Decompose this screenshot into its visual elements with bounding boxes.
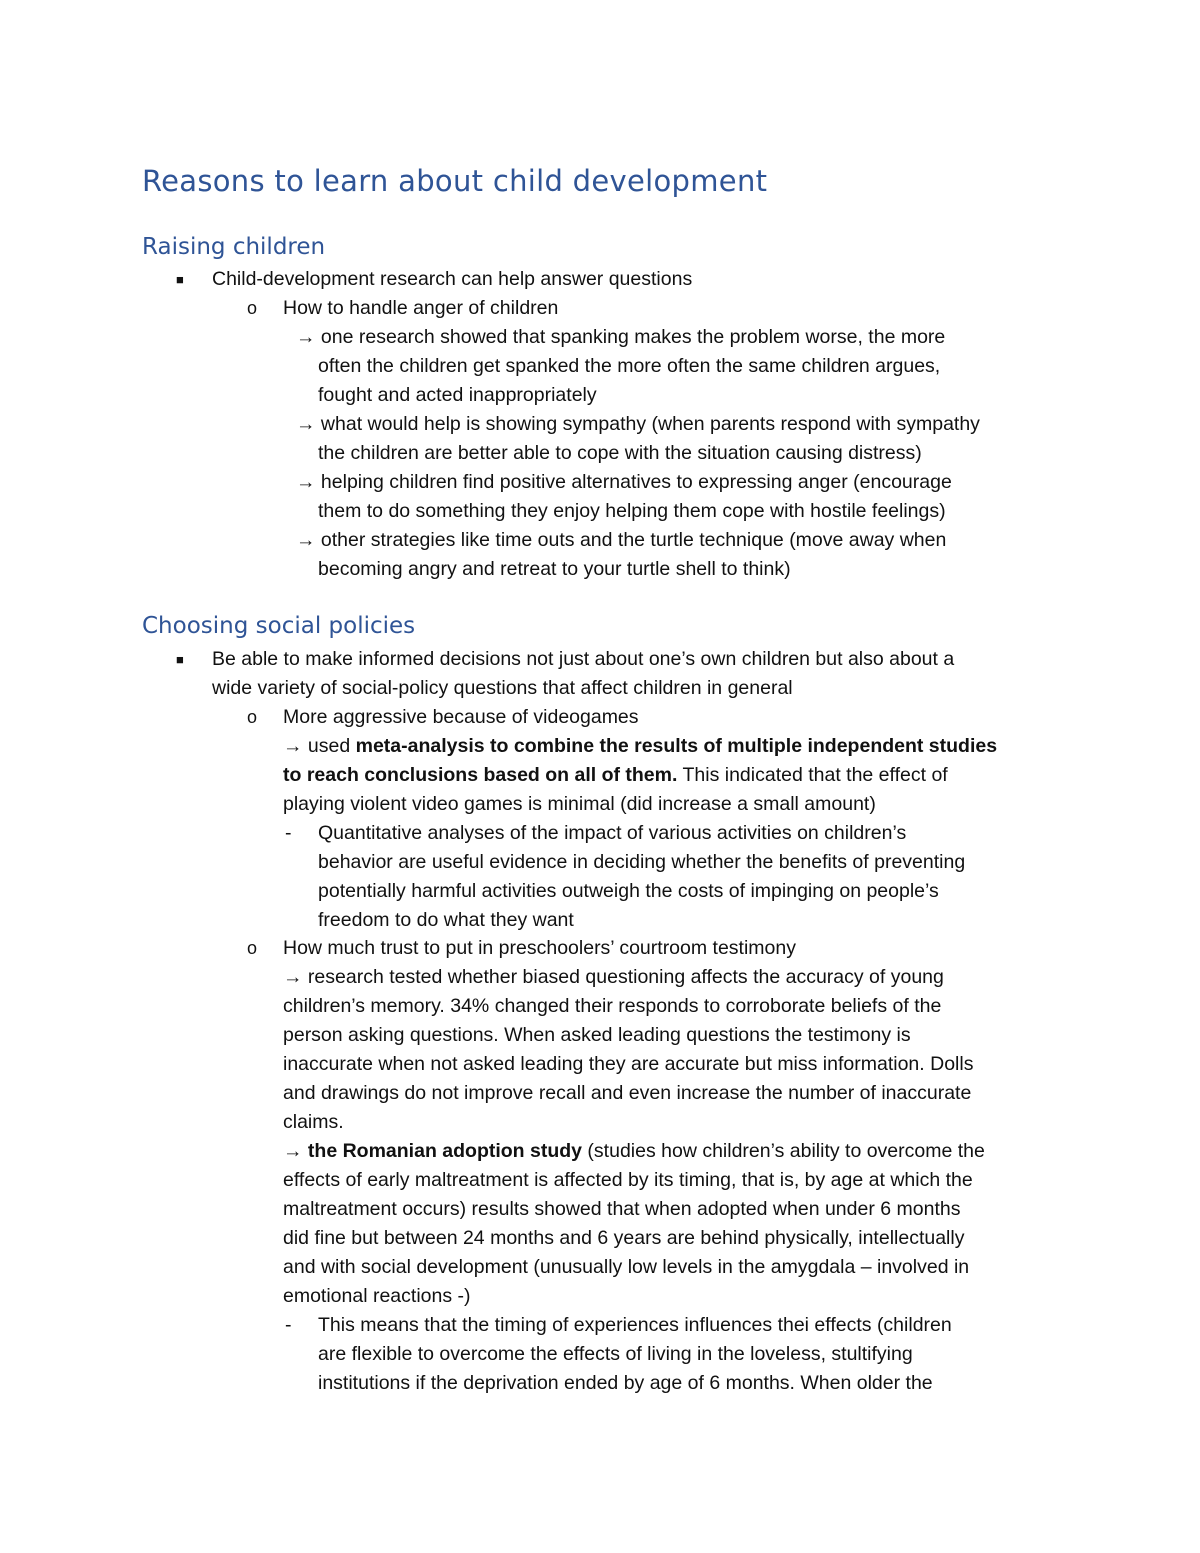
paragraph-line: Quantitative analyses of the impact of various activities on children’s [318, 822, 907, 844]
paragraph-line: claims. [283, 1111, 344, 1133]
paragraph-line: becoming angry and retreat to your turtle shell to think) [318, 558, 791, 580]
paragraph-line: emotional reactions -) [283, 1285, 471, 1307]
paragraph-line: freedom to do what they want [318, 909, 574, 931]
arrow-paragraph: → research tested whether biased questioning affects the accuracy of young [283, 966, 944, 988]
bullet-text: wide variety of social-policy questions that affect children in general [212, 677, 793, 699]
paragraph-line: to reach conclusions based on all of them. This indicated that the effect of [283, 764, 948, 786]
paragraph-line: person asking questions. When asked leading questions the testimony is [283, 1024, 911, 1046]
paragraph-line: fought and acted inappropriately [318, 384, 597, 406]
arrow-icon: → [296, 413, 316, 435]
paragraph-line: playing violent video games is minimal (did increase a small amount) [283, 793, 876, 815]
arrow-icon: → [283, 966, 303, 988]
heading-raising-children: Raising children [142, 234, 326, 260]
paragraph-line: and with social development (unusually low levels in the amygdala – involved in [283, 1256, 970, 1278]
circle-bullet-icon: o [247, 938, 258, 958]
square-bullet-icon: ■ [176, 272, 184, 287]
arrow-icon: → [296, 326, 316, 348]
paragraph-line: institutions if the deprivation ended by age of 6 months. When older the [318, 1372, 933, 1394]
sub-bullet-text: How to handle anger of children [283, 297, 559, 319]
dash-bullet-icon: - [285, 1314, 292, 1336]
dash-bullet-icon: - [285, 822, 292, 844]
sub-bullet-text: More aggressive because of videogames [283, 706, 639, 728]
paragraph-line: the children are better able to cope with the situation causing distress) [318, 442, 922, 464]
paragraph-line: maltreatment occurs) results showed that when adopted when under 6 months [283, 1198, 961, 1220]
paragraph-line: This means that the timing of experiences influences thei effects (children [318, 1314, 952, 1336]
arrow-paragraph: → helping children find positive alternatives to expressing anger (encourage [296, 471, 952, 493]
arrow-icon: → [283, 1140, 303, 1162]
arrow-icon: → [296, 471, 316, 493]
arrow-icon: → [283, 735, 303, 757]
paragraph-line: are flexible to overcome the effects of living in the loveless, stultifying [318, 1343, 913, 1365]
arrow-paragraph: → the Romanian adoption study (studies how children’s ability to overcome the [283, 1140, 985, 1162]
arrow-paragraph: → used meta-analysis to combine the results of multiple independent studies [283, 735, 998, 757]
sub-bullet-text: How much trust to put in preschoolers’ courtroom testimony [283, 937, 796, 959]
paragraph-line: potentially harmful activities outweigh the costs of impinging on people’s [318, 880, 939, 902]
paragraph-line: often the children get spanked the more often the same children argues, [318, 355, 941, 377]
arrow-paragraph: → one research showed that spanking makes the problem worse, the more [296, 326, 946, 348]
circle-bullet-icon: o [247, 298, 258, 318]
heading-choosing-social-policies: Choosing social policies [142, 613, 416, 639]
circle-bullet-icon: o [247, 707, 258, 727]
arrow-paragraph: → what would help is showing sympathy (when parents respond with sympathy [296, 413, 980, 435]
arrow-icon: → [296, 529, 316, 551]
paragraph-line: inaccurate when not asked leading they are accurate but miss information. Dolls [283, 1053, 974, 1075]
paragraph-line: effects of early maltreatment is affected by its timing, that is, by age at which the [283, 1169, 973, 1191]
paragraph-line: and drawings do not improve recall and even increase the number of inaccurate [283, 1082, 972, 1104]
arrow-paragraph: → other strategies like time outs and the turtle technique (move away when [296, 529, 947, 551]
paragraph-line: children’s memory. 34% changed their responds to corroborate beliefs of the [283, 995, 942, 1017]
document-title: Reasons to learn about child development [142, 164, 768, 198]
paragraph-line: them to do something they enjoy helping them cope with hostile feelings) [318, 500, 946, 522]
paragraph-line: behavior are useful evidence in deciding whether the benefits of preventing [318, 851, 966, 873]
paragraph-line: did fine but between 24 months and 6 years are behind physically, intellectually [283, 1227, 965, 1249]
bullet-text: Be able to make informed decisions not just about one’s own children but also about a [212, 648, 955, 670]
square-bullet-icon: ■ [176, 652, 184, 667]
bullet-text: Child-development research can help answer questions [212, 268, 693, 290]
